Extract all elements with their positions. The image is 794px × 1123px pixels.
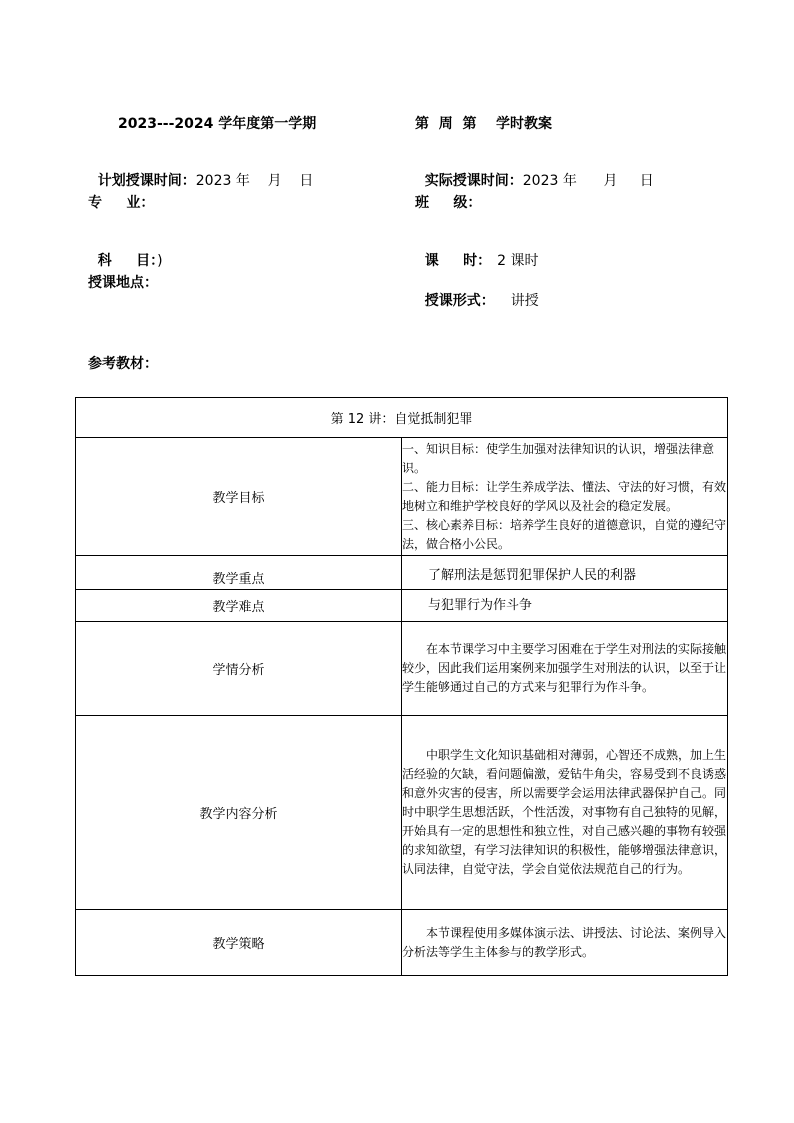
table-row xyxy=(76,910,728,976)
difficulties-content xyxy=(402,590,728,622)
strategy-text: 本节课程使用多媒体演示法、讲授法、讨论法、案例导入分析法等学生主体参与的教学形式。 xyxy=(402,925,727,959)
class-label: 班 级： xyxy=(415,195,482,211)
objective-core: 三、核心素养目标：培养学生良好的道德意识，自觉的遵纪守法，做合格小公民。 xyxy=(402,518,727,551)
hours-value: 2 课时 xyxy=(497,253,539,269)
week-lesson-plan-title: 第 周 第 学时教案 xyxy=(415,116,552,132)
lesson-title: 第 12 讲：自觉抵制犯罪 xyxy=(76,398,728,438)
student-analysis-content xyxy=(402,622,728,716)
major-label: 专 业： xyxy=(88,195,155,211)
content-analysis-content xyxy=(402,716,728,910)
planned-time-row xyxy=(88,154,313,190)
table-row xyxy=(76,590,728,622)
hours-label: 课 时： xyxy=(424,253,492,269)
table-row xyxy=(76,716,728,910)
objective-knowledge: 一、知识目标：使学生加强对法律知识的认识，增强法律意识。 xyxy=(402,442,715,475)
form-value: 讲授 xyxy=(510,293,539,309)
subject-value: ) xyxy=(157,253,163,269)
key-points-text: 了解刑法是惩罚犯罪保护人民的利器 xyxy=(428,568,637,583)
planned-time-label: 计划授课时间： xyxy=(97,173,196,189)
row-label-content-analysis: 教学内容分析 xyxy=(76,716,402,910)
row-label-student-analysis: 学情分析 xyxy=(76,622,402,716)
table-row xyxy=(76,556,728,590)
student-analysis-text: 在本节课学习中主要学习困难在于学生对刑法的实际接触较少，因此我们运用案例来加强学生对刑法的认识，以至于让学生能够通过自己的方式来与犯罪行为作斗争。 xyxy=(402,642,727,694)
objectives-content xyxy=(402,438,728,556)
row-label-strategy: 教学策略 xyxy=(76,910,402,976)
objective-ability: 二、能力目标：让学生养成学法、懂法、守法的好习惯，有效地树立和维护学校良好的学风以及社会的稳定发展。 xyxy=(402,480,727,513)
content-analysis-text: 中职学生文化知识基础相对薄弱，心智还不成熟，加上生活经验的欠缺，看问题偏激，爱钻牛角尖，容易受到不良诱惑和意外灾害的侵害，所以需要学会运用法律武器保护自己。同时中职学生思想活跃，个性活泼，对事物有自己独特的见解，开始具有一定的思想性和独立性，对自己感兴趣的事物有较强的求知欲望，有学习法律知识的积极性，能够增强法律意识，认同法律，自觉守法，学会自觉依法规范自己的行为。 xyxy=(402,748,727,876)
hours-row xyxy=(415,234,538,270)
table-title-row xyxy=(76,398,728,438)
actual-time-row xyxy=(415,154,654,190)
reference-label: 参考教材： xyxy=(88,356,158,372)
location-label: 授课地点： xyxy=(88,275,158,291)
actual-time-label: 实际授课时间： xyxy=(424,173,523,189)
actual-time-value: 2023 年 月 日 xyxy=(522,173,654,189)
table-row xyxy=(76,622,728,716)
subject-label: 科 目： xyxy=(97,253,158,269)
lesson-plan-table xyxy=(75,397,728,976)
table-row xyxy=(76,438,728,556)
row-label-difficulties: 教学难点 xyxy=(76,590,402,622)
difficulties-text: 与犯罪行为作斗争 xyxy=(428,598,533,613)
form-row xyxy=(415,274,539,310)
subject-row xyxy=(88,234,163,270)
row-label-key-points: 教学重点 xyxy=(76,556,402,590)
key-points-content xyxy=(402,556,728,590)
row-label-objectives: 教学目标 xyxy=(76,438,402,556)
strategy-content xyxy=(402,910,728,976)
semester-title: 2023---2024 学年度第一学期 xyxy=(118,116,317,132)
form-label: 授课形式： xyxy=(424,293,495,309)
planned-time-value: 2023 年 月 日 xyxy=(195,173,314,189)
